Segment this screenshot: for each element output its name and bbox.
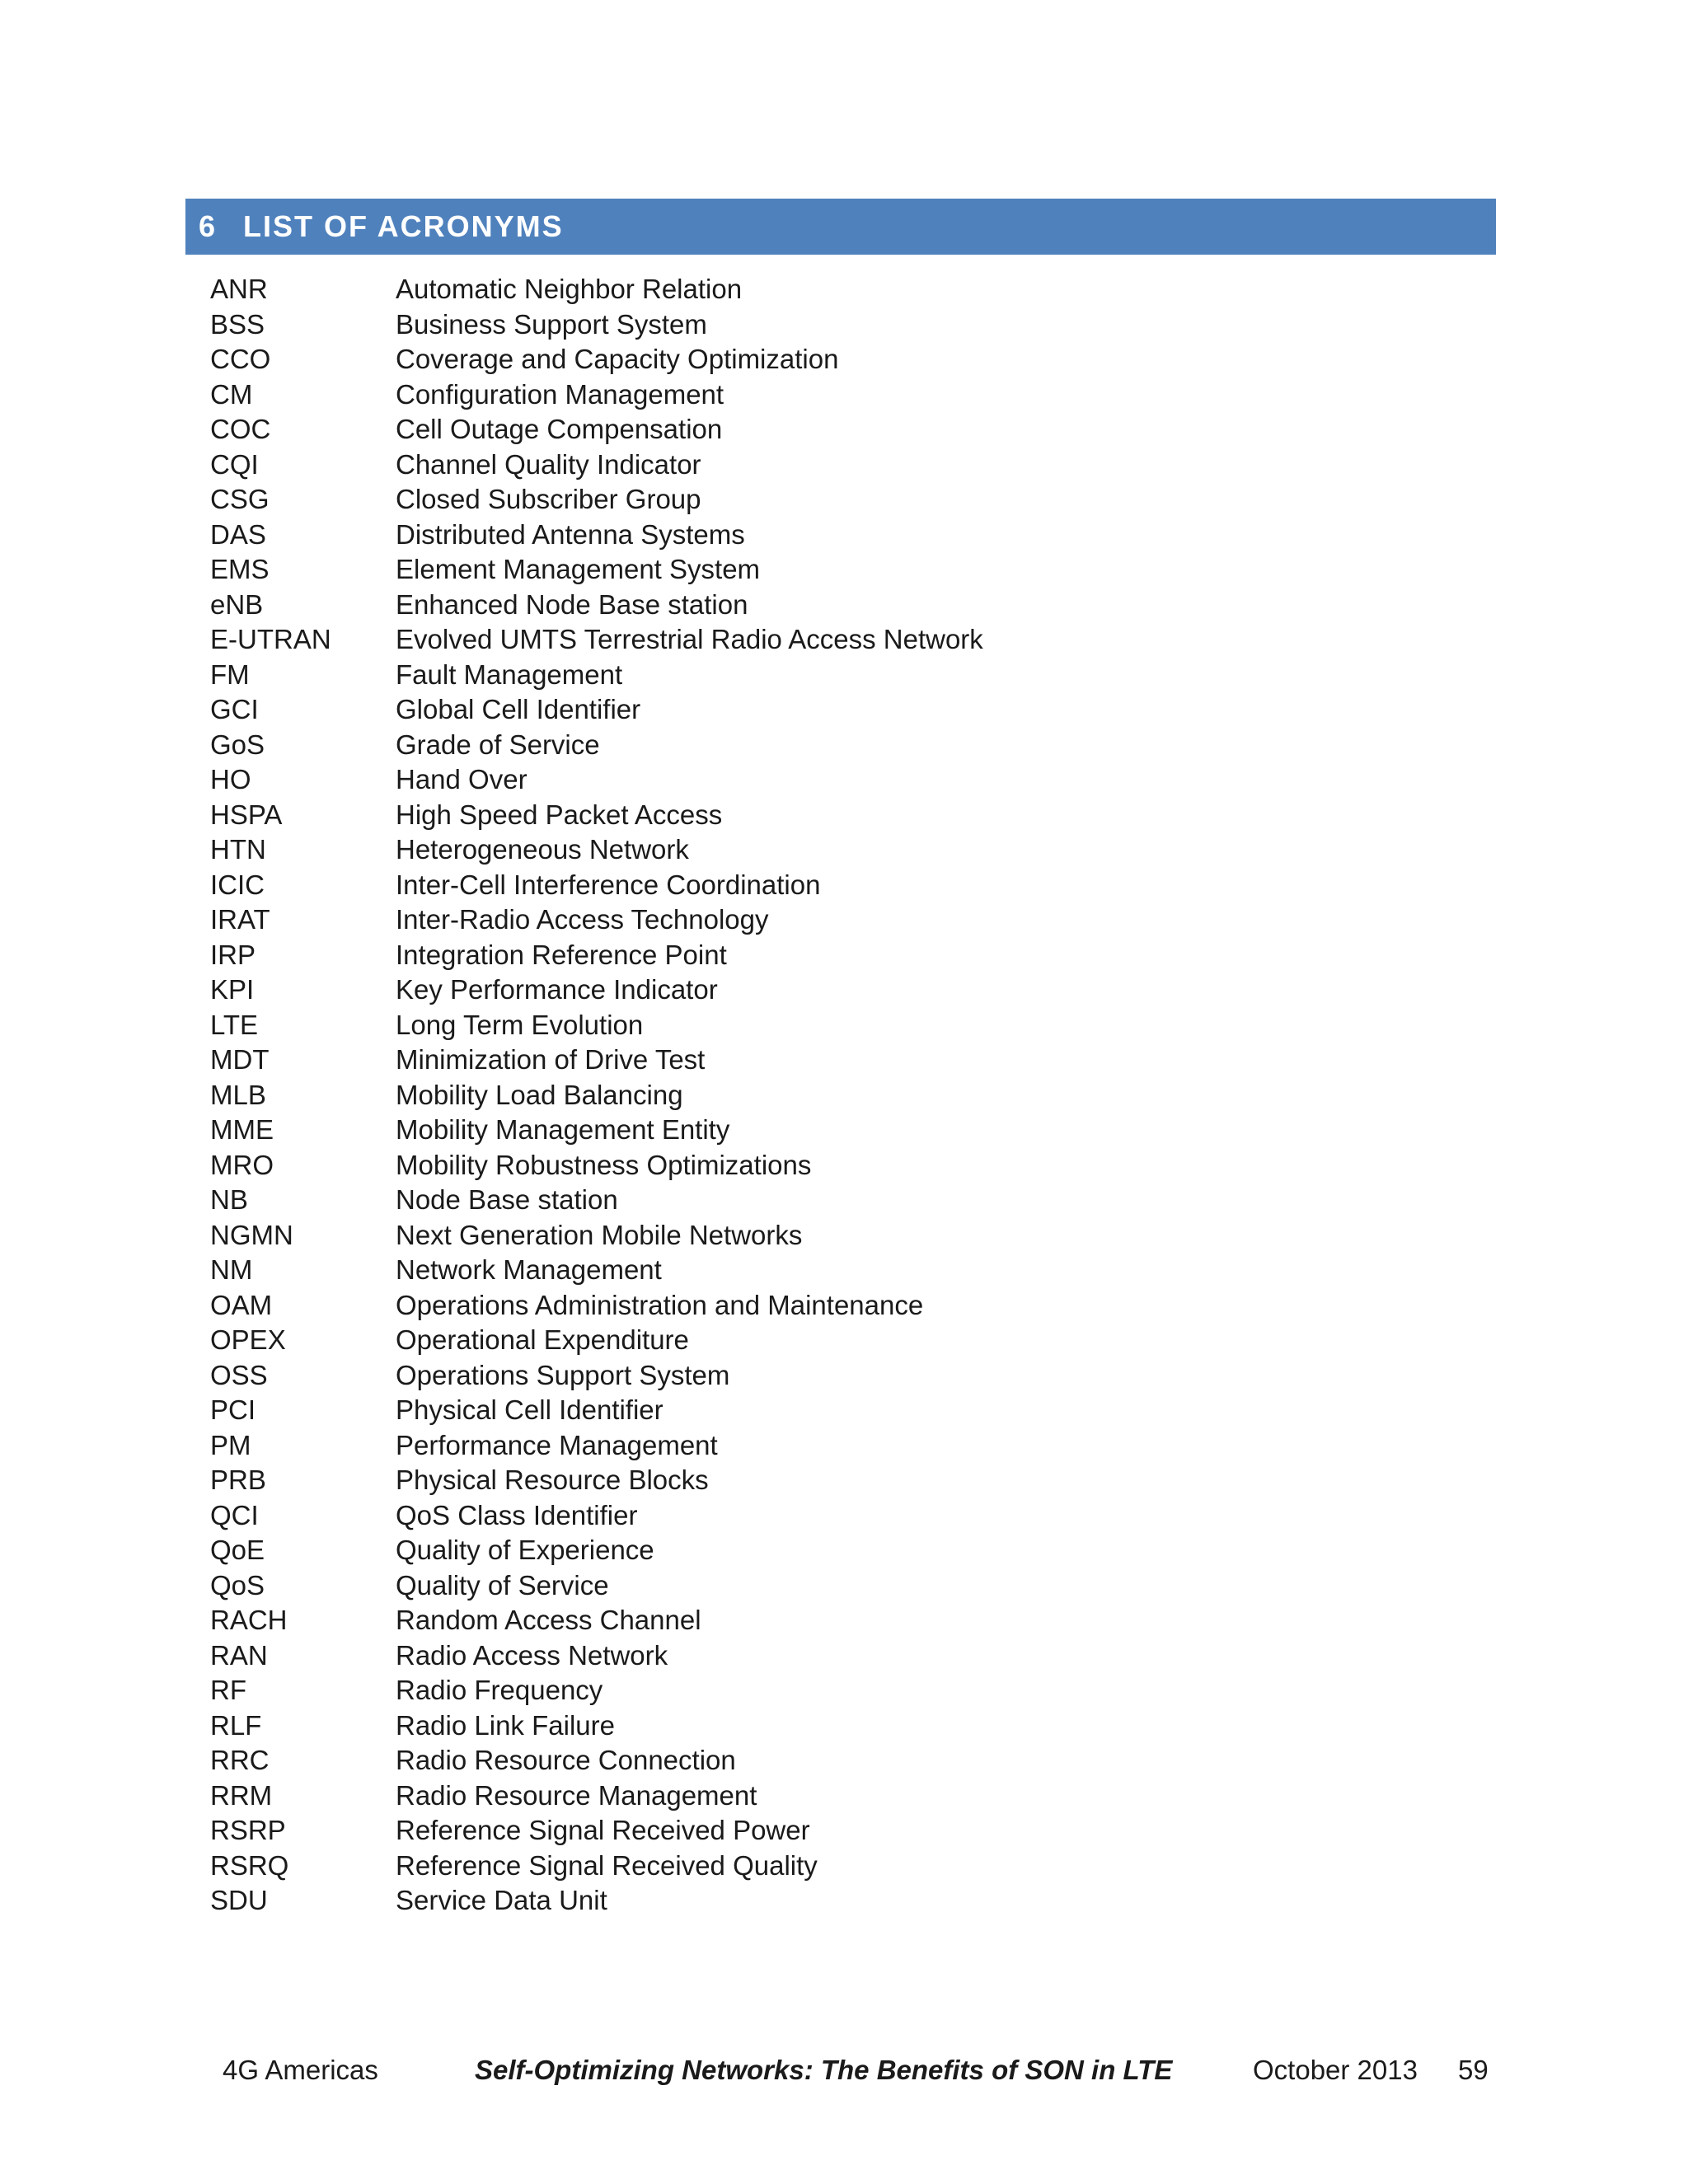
acronym-row: [210, 692, 1447, 728]
acronym-definition: Quality of Service: [396, 1569, 609, 1601]
acronym-definition: Integration Reference Point: [396, 939, 727, 970]
acronym-row: [210, 1323, 1447, 1358]
acronym-row: [210, 1113, 1447, 1148]
acronym-abbreviation: GoS: [210, 729, 265, 760]
acronym-definition: Fault Management: [396, 658, 623, 690]
acronym-row: [210, 1673, 1447, 1708]
footer-document-title: Self-Optimizing Networks: The Benefits of SON in LTE: [475, 2055, 1173, 2085]
acronym-row: [210, 728, 1447, 763]
acronym-row: [210, 1533, 1447, 1568]
acronym-definition: Key Performance Indicator: [396, 974, 718, 1005]
acronym-definition: Service Data Unit: [396, 1885, 607, 1915]
acronym-definition: Evolved UMTS Terrestrial Radio Access Network: [396, 624, 983, 654]
acronym-abbreviation: HSPA: [210, 799, 283, 830]
acronym-row: [210, 938, 1447, 973]
acronym-abbreviation: QoE: [210, 1535, 265, 1565]
acronym-row: [210, 1849, 1447, 1884]
acronym-row: [210, 832, 1447, 868]
acronym-row: [210, 1603, 1447, 1638]
acronym-abbreviation: FM: [210, 658, 250, 690]
acronym-abbreviation: SDU: [210, 1885, 268, 1915]
section-title: LIST OF ACRONYMS: [243, 209, 564, 243]
acronym-abbreviation: CSG: [210, 484, 270, 514]
acronym-row: [210, 518, 1447, 553]
acronym-definition: Coverage and Capacity Optimization: [396, 344, 839, 374]
acronym-row: [210, 658, 1447, 693]
acronym-row: [210, 552, 1447, 588]
acronym-abbreviation: NB: [210, 1184, 248, 1215]
acronym-abbreviation: NGMN: [210, 1219, 293, 1250]
acronym-definition: Radio Resource Connection: [396, 1745, 736, 1775]
acronym-definition: Radio Resource Management: [396, 1779, 757, 1811]
acronym-abbreviation: QoS: [210, 1569, 265, 1601]
acronym-row: [210, 1288, 1447, 1324]
acronym-row: [210, 1148, 1447, 1183]
acronym-definition: Minimization of Drive Test: [396, 1044, 706, 1075]
acronym-row: [210, 588, 1447, 623]
acronym-row: [210, 1358, 1447, 1394]
acronym-abbreviation: LTE: [210, 1009, 259, 1040]
acronym-row: [210, 1218, 1447, 1254]
acronym-abbreviation: NM: [210, 1254, 253, 1285]
acronym-definition: Inter-Cell Interference Coordination: [396, 869, 821, 900]
acronym-definition: Radio Frequency: [396, 1675, 603, 1705]
footer-organization: 4G Americas: [223, 2055, 378, 2085]
acronym-row: [210, 1463, 1447, 1498]
acronym-definition: Operational Expenditure: [396, 1324, 689, 1355]
acronym-row: [210, 1743, 1447, 1779]
acronym-definition: Random Access Channel: [396, 1605, 701, 1635]
acronym-abbreviation: GCI: [210, 694, 259, 724]
acronym-abbreviation: RAN: [210, 1639, 268, 1671]
acronym-definition: High Speed Packet Access: [396, 799, 723, 830]
acronym-abbreviation: PRB: [210, 1465, 266, 1495]
acronym-definition: Mobility Robustness Optimizations: [396, 1149, 812, 1180]
acronym-row: [210, 1393, 1447, 1428]
acronym-row: [210, 1428, 1447, 1464]
acronym-definition: Inter-Radio Access Technology: [396, 904, 769, 935]
acronym-definition: Quality of Experience: [396, 1535, 654, 1565]
acronym-row: [210, 1008, 1447, 1043]
acronym-abbreviation: CCO: [210, 344, 271, 374]
acronym-definition: Closed Subscriber Group: [396, 484, 701, 514]
section-header: [185, 199, 1496, 255]
acronym-row: [210, 1078, 1447, 1113]
acronym-abbreviation: OPEX: [210, 1324, 286, 1355]
acronym-abbreviation: RRC: [210, 1745, 270, 1775]
acronym-row: [210, 482, 1447, 518]
acronym-definition: Mobility Management Entity: [396, 1114, 730, 1145]
acronym-definition: Long Term Evolution: [396, 1009, 644, 1040]
footer-date: October 2013: [1253, 2055, 1418, 2085]
acronym-abbreviation: HO: [210, 764, 251, 794]
acronym-abbreviation: QCI: [210, 1499, 259, 1530]
acronym-abbreviation: EMS: [210, 554, 270, 584]
acronym-abbreviation: OAM: [210, 1289, 273, 1320]
acronym-abbreviation: IRAT: [210, 904, 270, 935]
acronym-row: [210, 868, 1447, 903]
acronym-definition: Automatic Neighbor Relation: [396, 274, 743, 304]
acronym-definition: Grade of Service: [396, 729, 600, 760]
acronym-definition: QoS Class Identifier: [396, 1499, 638, 1530]
acronym-definition: Performance Management: [396, 1429, 718, 1460]
acronym-abbreviation: MLB: [210, 1079, 266, 1110]
page-footer: [0, 2052, 1688, 2088]
acronym-row: [210, 1568, 1447, 1604]
acronym-definition: Next Generation Mobile Networks: [396, 1219, 803, 1250]
acronym-row: [210, 1043, 1447, 1078]
acronym-row: [210, 1708, 1447, 1744]
acronym-definition: Mobility Load Balancing: [396, 1079, 683, 1110]
acronym-definition: Operations Support System: [396, 1359, 730, 1390]
acronym-row: [210, 1183, 1447, 1218]
acronym-definition: Radio Access Network: [396, 1639, 668, 1671]
acronym-row: [210, 622, 1447, 658]
acronym-abbreviation: ANR: [210, 274, 268, 304]
acronym-definition: Cell Outage Compensation: [396, 414, 723, 444]
acronym-definition: Operations Administration and Maintenance: [396, 1289, 924, 1320]
acronym-abbreviation: CQI: [210, 448, 259, 480]
acronym-abbreviation: RF: [210, 1675, 246, 1705]
footer-page-number: 59: [1458, 2055, 1489, 2085]
acronym-row: [210, 1638, 1447, 1674]
acronym-definition: Element Management System: [396, 554, 761, 584]
acronym-abbreviation: KPI: [210, 974, 255, 1005]
acronym-row: [210, 448, 1447, 483]
acronym-abbreviation: DAS: [210, 518, 266, 550]
acronym-definition: Global Cell Identifier: [396, 694, 641, 724]
acronym-definition: Reference Signal Received Power: [396, 1815, 810, 1845]
acronym-definition: Channel Quality Indicator: [396, 448, 701, 480]
acronym-abbreviation: ICIC: [210, 869, 265, 900]
acronym-abbreviation: COC: [210, 414, 271, 444]
acronym-row: [210, 1253, 1447, 1288]
acronym-row: [210, 272, 1447, 307]
acronym-row: [210, 798, 1447, 833]
section-number: 6: [199, 209, 218, 243]
acronym-definition: Hand Over: [396, 764, 528, 794]
acronym-row: [210, 307, 1447, 343]
acronym-row: [210, 1498, 1447, 1534]
acronym-definition: Physical Resource Blocks: [396, 1465, 709, 1495]
acronym-abbreviation: RACH: [210, 1605, 288, 1635]
acronym-abbreviation: RLF: [210, 1709, 262, 1741]
acronym-row: [210, 412, 1447, 448]
acronym-row: [210, 1883, 1447, 1919]
acronym-abbreviation: MME: [210, 1114, 274, 1145]
acronym-abbreviation: IRP: [210, 939, 256, 970]
acronym-row: [210, 902, 1447, 938]
acronym-definition: Network Management: [396, 1254, 662, 1285]
acronym-abbreviation: E-UTRAN: [210, 624, 331, 654]
acronym-row: [210, 377, 1447, 413]
acronym-definition: Distributed Antenna Systems: [396, 518, 745, 550]
acronym-abbreviation: BSS: [210, 308, 265, 340]
acronym-definition: Radio Link Failure: [396, 1709, 615, 1741]
acronym-row: [210, 972, 1447, 1008]
acronym-row: [210, 762, 1447, 798]
acronym-row: [210, 342, 1447, 377]
acronym-definition: Physical Cell Identifier: [396, 1394, 663, 1425]
acronym-definition: Heterogeneous Network: [396, 834, 689, 865]
acronym-row: [210, 1779, 1447, 1814]
acronym-list: [210, 272, 1447, 1919]
acronym-abbreviation: PCI: [210, 1394, 256, 1425]
acronym-abbreviation: eNB: [210, 588, 264, 620]
acronym-definition: Configuration Management: [396, 378, 724, 410]
acronym-abbreviation: RSRP: [210, 1815, 286, 1845]
acronym-abbreviation: MRO: [210, 1149, 274, 1180]
acronym-definition: Reference Signal Received Quality: [396, 1849, 818, 1881]
acronym-abbreviation: OSS: [210, 1359, 268, 1390]
acronym-definition: Enhanced Node Base station: [396, 588, 748, 620]
acronym-abbreviation: RRM: [210, 1779, 273, 1811]
acronym-abbreviation: CM: [210, 378, 253, 410]
acronym-definition: Node Base station: [396, 1184, 618, 1215]
acronym-definition: Business Support System: [396, 308, 707, 340]
acronym-abbreviation: RSRQ: [210, 1849, 289, 1881]
acronym-abbreviation: HTN: [210, 834, 266, 865]
acronym-abbreviation: MDT: [210, 1044, 270, 1075]
acronym-row: [210, 1813, 1447, 1849]
acronym-abbreviation: PM: [210, 1429, 251, 1460]
